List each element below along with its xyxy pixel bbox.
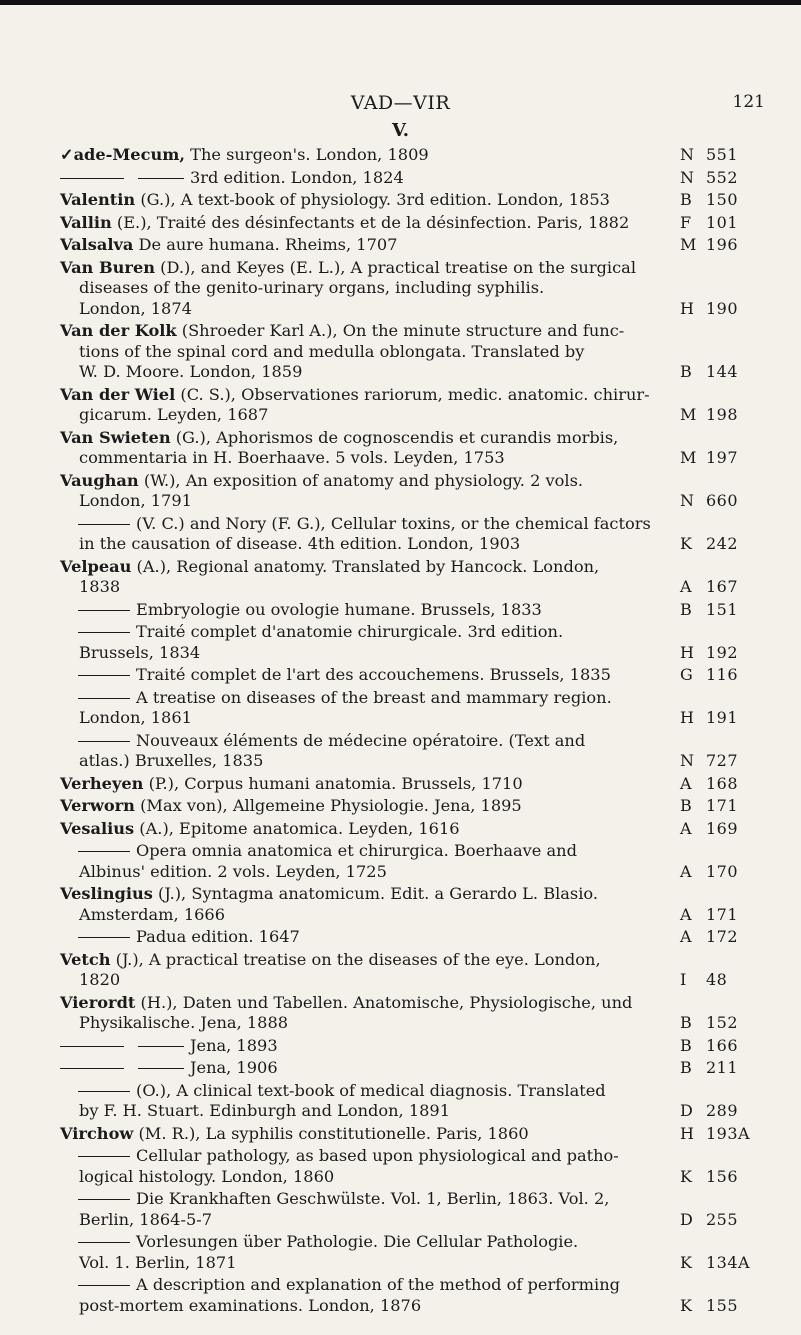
entry-line bbox=[60, 258, 670, 279]
entry-text: (Shroeder Karl A.), On the minute structure and func- bbox=[176, 321, 625, 340]
entry-text: Nouveaux éléments de médecine opératoire. (Text and bbox=[136, 730, 586, 750]
entry-text: Traité complet de l'art des accouchemens. Brussels, 1835 bbox=[136, 665, 611, 684]
entry-line bbox=[60, 1101, 670, 1122]
shelf-reference bbox=[680, 145, 760, 166]
entry-text: London, 1791 bbox=[79, 491, 192, 510]
entry-line bbox=[60, 1081, 670, 1102]
shelf-reference bbox=[680, 1058, 760, 1079]
ditto-dash bbox=[78, 698, 130, 699]
ditto-dash bbox=[78, 1156, 130, 1157]
shelf-code: N bbox=[680, 167, 695, 187]
bibliography-entry bbox=[60, 514, 760, 555]
entry-line bbox=[60, 1210, 670, 1231]
shelf-code: B bbox=[680, 796, 693, 815]
shelf-number: 289 bbox=[706, 1101, 739, 1120]
bibliography-entry bbox=[60, 731, 760, 772]
shelf-code: B bbox=[680, 1013, 693, 1032]
entry-line bbox=[60, 491, 670, 512]
shelf-number: 166 bbox=[706, 1035, 739, 1055]
entry-author: Vierordt bbox=[60, 992, 136, 1012]
entry-text: London, 1861 bbox=[79, 708, 192, 727]
entry-text: diseases of the genito-urinary organs, including syphilis. bbox=[79, 278, 545, 297]
shelf-reference bbox=[680, 1296, 760, 1317]
shelf-code: G bbox=[680, 665, 694, 684]
shelf-code: K bbox=[680, 534, 693, 553]
entry-author: ✓ade-Mecum, bbox=[60, 145, 185, 164]
entry-text: atlas.) Bruxelles, 1835 bbox=[79, 751, 264, 770]
entry-line bbox=[60, 688, 670, 709]
ditto-dash bbox=[78, 1199, 130, 1200]
shelf-reference bbox=[680, 819, 760, 840]
shelf-code: D bbox=[680, 1101, 694, 1120]
shelf-number: 172 bbox=[706, 927, 739, 946]
entry-text: London, 1874 bbox=[79, 298, 192, 318]
entry-text: tions of the spinal cord and medulla oblongata. Translated by bbox=[79, 341, 585, 361]
page-number: 121 bbox=[732, 92, 765, 112]
entry-text: Vorlesungen über Pathologie. Die Cellular Pathologie. bbox=[136, 1232, 579, 1251]
shelf-code: K bbox=[680, 1166, 693, 1186]
entry-line bbox=[60, 1167, 670, 1188]
shelf-reference bbox=[680, 534, 760, 555]
shelf-reference bbox=[680, 168, 760, 189]
entry-text: Die Krankhaften Geschwülste. Vol. 1, Berlin, 1863. Vol. 2, bbox=[136, 1189, 610, 1208]
shelf-code: A bbox=[680, 577, 693, 596]
entry-text: Opera omnia anatomica et chirurgica. Boerhaave and bbox=[136, 841, 577, 860]
bibliography-entry bbox=[60, 622, 760, 663]
entry-line bbox=[60, 708, 670, 729]
entry-line bbox=[60, 1036, 670, 1057]
shelf-reference bbox=[680, 600, 760, 621]
bibliography-entry bbox=[60, 213, 760, 234]
entry-text: Physikalische. Jena, 1888 bbox=[79, 1013, 289, 1032]
shelf-code: I bbox=[680, 970, 687, 989]
bibliography-entry bbox=[60, 428, 760, 469]
shelf-code: K bbox=[680, 1252, 693, 1272]
shelf-number: 150 bbox=[706, 190, 739, 209]
ditto-dash bbox=[138, 178, 184, 179]
shelf-reference bbox=[680, 1210, 760, 1231]
bibliography-entry bbox=[60, 950, 760, 991]
bibliography-entry bbox=[60, 145, 760, 166]
shelf-reference bbox=[680, 299, 760, 320]
shelf-number: 116 bbox=[706, 665, 739, 684]
bibliography-entry bbox=[60, 385, 760, 426]
bibliography-list bbox=[60, 145, 760, 1318]
bibliography-entry bbox=[60, 819, 760, 840]
shelf-reference bbox=[680, 643, 760, 664]
bibliography-entry bbox=[60, 993, 760, 1034]
bibliography-entry bbox=[60, 796, 760, 817]
entry-text: commentaria in H. Boerhaave. 5 vols. Leyden, 1753 bbox=[79, 448, 505, 467]
bibliography-entry bbox=[60, 1081, 760, 1122]
ditto-dash bbox=[78, 851, 130, 852]
entry-line bbox=[60, 970, 670, 991]
entry-line bbox=[60, 731, 670, 752]
entry-text: The surgeon's. London, 1809 bbox=[185, 145, 429, 164]
entry-line bbox=[60, 862, 670, 883]
bibliography-entry bbox=[60, 774, 760, 795]
entry-line bbox=[60, 1013, 670, 1034]
entry-line bbox=[60, 1146, 670, 1167]
entry-text: by F. H. Stuart. Edinburgh and London, 1891 bbox=[79, 1101, 451, 1120]
entry-author: Vetch bbox=[60, 949, 111, 969]
entry-author: Vallin bbox=[60, 212, 112, 232]
entry-text: Albinus' edition. 2 vols. Leyden, 1725 bbox=[79, 861, 387, 881]
entry-text: 3rd edition. London, 1824 bbox=[190, 167, 404, 187]
entry-line bbox=[60, 905, 670, 926]
shelf-reference bbox=[680, 774, 760, 795]
shelf-reference bbox=[680, 665, 760, 686]
entry-text: (M. R.), La syphilis constitutionelle. Paris, 1860 bbox=[133, 1123, 529, 1143]
shelf-reference bbox=[680, 362, 760, 383]
entry-text: (G.), A text-book of physiology. 3rd edition. London, 1853 bbox=[135, 190, 610, 209]
shelf-number: 192 bbox=[706, 642, 739, 662]
entry-line bbox=[60, 385, 670, 406]
entry-text: 1838 bbox=[79, 577, 121, 596]
shelf-reference bbox=[680, 796, 760, 817]
entry-line bbox=[60, 514, 670, 535]
entry-line bbox=[60, 471, 670, 492]
ditto-dash bbox=[78, 937, 130, 938]
entry-author: Valsalva bbox=[60, 235, 134, 254]
entry-text: in the causation of disease. 4th edition. London, 1903 bbox=[79, 534, 521, 553]
entry-line bbox=[60, 927, 670, 948]
entry-line bbox=[60, 841, 670, 862]
entry-text: (O.), A clinical text-book of medical diagnosis. Translated bbox=[136, 1080, 606, 1100]
bibliography-entry bbox=[60, 190, 760, 211]
entry-line bbox=[60, 622, 670, 643]
shelf-code: H bbox=[680, 642, 695, 662]
entry-text: Cellular pathology, as based upon physiological and patho- bbox=[136, 1146, 619, 1165]
entry-text: (G.), Aphorismos de cognoscendis et curandis morbis, bbox=[170, 427, 619, 447]
shelf-code: A bbox=[680, 818, 693, 838]
bibliography-entry bbox=[60, 884, 760, 925]
shelf-reference bbox=[680, 235, 760, 256]
entry-text: (A.), Epitome anatomica. Leyden, 1616 bbox=[134, 818, 460, 838]
entry-text: (V. C.) and Nory (F. G.), Cellular toxins, or the chemical factors bbox=[136, 513, 651, 533]
bibliography-entry bbox=[60, 1275, 760, 1316]
shelf-reference bbox=[680, 927, 760, 948]
shelf-code: H bbox=[680, 708, 695, 727]
entry-line bbox=[60, 1275, 670, 1296]
entry-text: Amsterdam, 1666 bbox=[79, 904, 226, 924]
shelf-code: D bbox=[680, 1209, 694, 1229]
entry-line bbox=[60, 796, 670, 817]
entry-line bbox=[60, 1253, 670, 1274]
ditto-dash bbox=[60, 178, 124, 179]
entry-line bbox=[60, 1232, 670, 1253]
bibliography-entry bbox=[60, 1036, 760, 1057]
ditto-dash bbox=[60, 1046, 124, 1047]
entry-author: Valentin bbox=[60, 190, 136, 209]
ditto-dash bbox=[78, 1285, 130, 1286]
bibliography-entry bbox=[60, 168, 760, 189]
entry-author: Verheyen bbox=[60, 773, 144, 793]
shelf-reference bbox=[680, 1124, 760, 1145]
entry-line bbox=[60, 299, 670, 320]
shelf-reference bbox=[680, 1013, 760, 1034]
shelf-number: 191 bbox=[706, 708, 739, 727]
shelf-number: 727 bbox=[706, 751, 739, 770]
bibliography-entry bbox=[60, 1146, 760, 1187]
entry-line bbox=[60, 534, 670, 555]
shelf-code: A bbox=[680, 904, 693, 924]
entry-author: Van Swieten bbox=[60, 427, 171, 447]
shelf-number: 167 bbox=[706, 577, 739, 596]
shelf-number: 197 bbox=[706, 448, 739, 467]
entry-author: Vesalius bbox=[60, 818, 135, 838]
bibliography-entry bbox=[60, 1232, 760, 1273]
shelf-number: 552 bbox=[706, 167, 739, 187]
entry-line bbox=[60, 819, 670, 840]
bibliography-entry bbox=[60, 1058, 760, 1079]
entry-line bbox=[60, 405, 670, 426]
ditto-dash bbox=[78, 1091, 130, 1092]
entry-author: Velpeau bbox=[60, 556, 132, 576]
shelf-number: 168 bbox=[706, 773, 739, 793]
shelf-code: A bbox=[680, 927, 693, 946]
entry-line bbox=[60, 600, 670, 621]
entry-text: (C. S.), Observationes rariorum, medic. anatomic. chirur- bbox=[175, 384, 650, 404]
entry-line bbox=[60, 751, 670, 772]
entry-line bbox=[60, 362, 670, 383]
entry-text: Embryologie ou ovologie humane. Brussels, 1833 bbox=[136, 599, 542, 619]
entry-author: Vaughan bbox=[60, 470, 139, 490]
shelf-number: 151 bbox=[706, 599, 739, 619]
ditto-dash bbox=[138, 1068, 184, 1069]
entry-line bbox=[60, 1189, 670, 1210]
shelf-reference bbox=[680, 577, 760, 598]
entry-line bbox=[60, 643, 670, 664]
entry-line bbox=[60, 145, 670, 166]
shelf-number: 660 bbox=[706, 491, 739, 510]
ditto-dash bbox=[78, 632, 130, 633]
shelf-reference bbox=[680, 1036, 760, 1057]
page-header bbox=[0, 92, 801, 116]
shelf-reference bbox=[680, 862, 760, 883]
entry-text: (A.), Regional anatomy. Translated by Hancock. London, bbox=[131, 556, 600, 576]
entry-text: (W.), An exposition of anatomy and physiology. 2 vols. bbox=[138, 470, 584, 490]
shelf-code: B bbox=[680, 1035, 693, 1055]
shelf-number: 155 bbox=[706, 1295, 739, 1315]
entry-line bbox=[60, 993, 670, 1014]
ditto-dash bbox=[138, 1046, 184, 1047]
ditto-dash bbox=[78, 741, 130, 742]
entry-author: Verworn bbox=[60, 796, 135, 815]
bibliography-entry bbox=[60, 688, 760, 729]
shelf-code: K bbox=[680, 1295, 693, 1315]
shelf-code: B bbox=[680, 362, 693, 381]
shelf-number: 242 bbox=[706, 534, 739, 553]
shelf-reference bbox=[680, 491, 760, 512]
entry-line bbox=[60, 213, 670, 234]
bibliography-entry bbox=[60, 665, 760, 686]
shelf-number: 170 bbox=[706, 861, 739, 881]
shelf-number: 198 bbox=[706, 405, 739, 424]
entry-line bbox=[60, 665, 670, 686]
shelf-number: 171 bbox=[706, 904, 739, 924]
entry-text: logical histology. London, 1860 bbox=[79, 1166, 335, 1186]
entry-line bbox=[60, 577, 670, 598]
entry-text: 1820 bbox=[79, 970, 121, 989]
shelf-number: 156 bbox=[706, 1166, 739, 1186]
shelf-reference bbox=[680, 708, 760, 729]
shelf-number: 255 bbox=[706, 1209, 739, 1229]
entry-text: De aure humana. Rheims, 1707 bbox=[133, 235, 398, 254]
shelf-number: 551 bbox=[706, 145, 739, 164]
shelf-code: M bbox=[680, 448, 697, 467]
shelf-reference bbox=[680, 448, 760, 469]
shelf-reference bbox=[680, 970, 760, 991]
shelf-code: M bbox=[680, 405, 697, 424]
shelf-reference bbox=[680, 905, 760, 926]
ditto-dash bbox=[78, 675, 130, 676]
shelf-code: B bbox=[680, 599, 693, 619]
bibliography-entry bbox=[60, 1124, 760, 1145]
shelf-code: N bbox=[680, 145, 695, 164]
entry-text: (J.), A practical treatise on the diseases of the eye. London, bbox=[110, 949, 601, 969]
entry-text: (H.), Daten und Tabellen. Anatomische, Physiologische, und bbox=[135, 992, 633, 1012]
bibliography-entry bbox=[60, 321, 760, 383]
entry-text: (J.), Syntagma anatomicum. Edit. a Gerardo L. Blasio. bbox=[152, 884, 599, 903]
bibliography-entry bbox=[60, 471, 760, 512]
shelf-code: F bbox=[680, 212, 692, 232]
entry-line bbox=[60, 321, 670, 342]
section-letter: V. bbox=[391, 120, 410, 141]
shelf-number: 190 bbox=[706, 298, 739, 318]
entry-text: Padua edition. 1647 bbox=[136, 927, 300, 946]
bibliography-entry bbox=[60, 258, 760, 320]
shelf-number: 171 bbox=[706, 796, 739, 815]
entry-author: Van der Kolk bbox=[60, 321, 177, 340]
entry-line bbox=[60, 428, 670, 449]
shelf-number: 211 bbox=[706, 1058, 739, 1077]
bibliography-entry bbox=[60, 927, 760, 948]
entry-line bbox=[60, 342, 670, 363]
entry-text: (E.), Traité des désinfectants et de la désinfection. Paris, 1882 bbox=[111, 212, 630, 232]
entry-text: (P.), Corpus humani anatomia. Brussels, 1710 bbox=[143, 773, 523, 793]
shelf-reference bbox=[680, 1101, 760, 1122]
shelf-code: M bbox=[680, 235, 697, 254]
entry-line bbox=[60, 950, 670, 971]
shelf-code: N bbox=[680, 491, 695, 510]
entry-author: Van Buren bbox=[60, 257, 156, 277]
shelf-code: H bbox=[680, 298, 695, 318]
entry-line bbox=[60, 774, 670, 795]
shelf-number: 48 bbox=[706, 970, 728, 989]
entry-text: (Max von), Allgemeine Physiologie. Jena, 1895 bbox=[134, 796, 522, 815]
shelf-number: 169 bbox=[706, 818, 739, 838]
entry-text: Jena, 1893 bbox=[190, 1035, 278, 1055]
shelf-code: H bbox=[680, 1123, 695, 1143]
entry-line bbox=[60, 557, 670, 578]
bibliography-entry bbox=[60, 600, 760, 621]
entry-text: A description and explanation of the method of performing bbox=[136, 1275, 620, 1294]
shelf-reference bbox=[680, 190, 760, 211]
shelf-number: 152 bbox=[706, 1013, 739, 1032]
ditto-dash bbox=[78, 1242, 130, 1243]
entry-text: Jena, 1906 bbox=[190, 1058, 278, 1077]
shelf-code: B bbox=[680, 1058, 693, 1077]
entry-text: W. D. Moore. London, 1859 bbox=[79, 362, 303, 381]
shelf-reference bbox=[680, 213, 760, 234]
ditto-dash bbox=[78, 524, 130, 525]
entry-line bbox=[60, 190, 670, 211]
shelf-reference bbox=[680, 751, 760, 772]
shelf-code: B bbox=[680, 190, 693, 209]
entry-line bbox=[60, 448, 670, 469]
shelf-code: A bbox=[680, 773, 693, 793]
entry-line bbox=[60, 1296, 670, 1317]
shelf-code: A bbox=[680, 861, 693, 881]
top-rule bbox=[0, 0, 801, 5]
entry-author: Veslingius bbox=[60, 884, 153, 903]
entry-line bbox=[60, 235, 670, 256]
entry-line bbox=[60, 278, 670, 299]
shelf-number: 101 bbox=[706, 212, 739, 232]
entry-line bbox=[60, 884, 670, 905]
entry-text: gicarum. Leyden, 1687 bbox=[79, 405, 269, 424]
ditto-dash bbox=[78, 610, 130, 611]
entry-text: post-mortem examinations. London, 1876 bbox=[79, 1295, 422, 1315]
shelf-number: 134A bbox=[706, 1252, 751, 1272]
ditto-dash bbox=[60, 1068, 124, 1069]
bibliography-entry bbox=[60, 1189, 760, 1230]
entry-line bbox=[60, 1124, 670, 1145]
entry-text: Brussels, 1834 bbox=[79, 642, 201, 662]
shelf-number: 144 bbox=[706, 362, 739, 381]
bibliography-entry bbox=[60, 557, 760, 598]
shelf-number: 196 bbox=[706, 235, 739, 254]
bibliography-entry bbox=[60, 841, 760, 882]
running-head: VAD—VIR bbox=[350, 92, 451, 114]
entry-text: Vol. 1. Berlin, 1871 bbox=[79, 1252, 237, 1272]
entry-text: Traité complet d'anatomie chirurgicale. 3rd edition. bbox=[136, 622, 564, 641]
entry-text: Berlin, 1864-5-7 bbox=[79, 1209, 213, 1229]
entry-text: (D.), and Keyes (E. L.), A practical treatise on the surgical bbox=[155, 257, 636, 277]
shelf-code: N bbox=[680, 751, 695, 770]
entry-author: Van der Wiel bbox=[60, 384, 176, 404]
entry-author: Virchow bbox=[60, 1123, 134, 1143]
bibliography-entry bbox=[60, 235, 760, 256]
shelf-reference bbox=[680, 1253, 760, 1274]
entry-line bbox=[60, 1058, 670, 1079]
entry-text: A treatise on diseases of the breast and mammary region. bbox=[136, 687, 612, 707]
shelf-reference bbox=[680, 405, 760, 426]
shelf-reference bbox=[680, 1167, 760, 1188]
shelf-number: 193A bbox=[706, 1123, 751, 1143]
entry-line bbox=[60, 168, 670, 189]
